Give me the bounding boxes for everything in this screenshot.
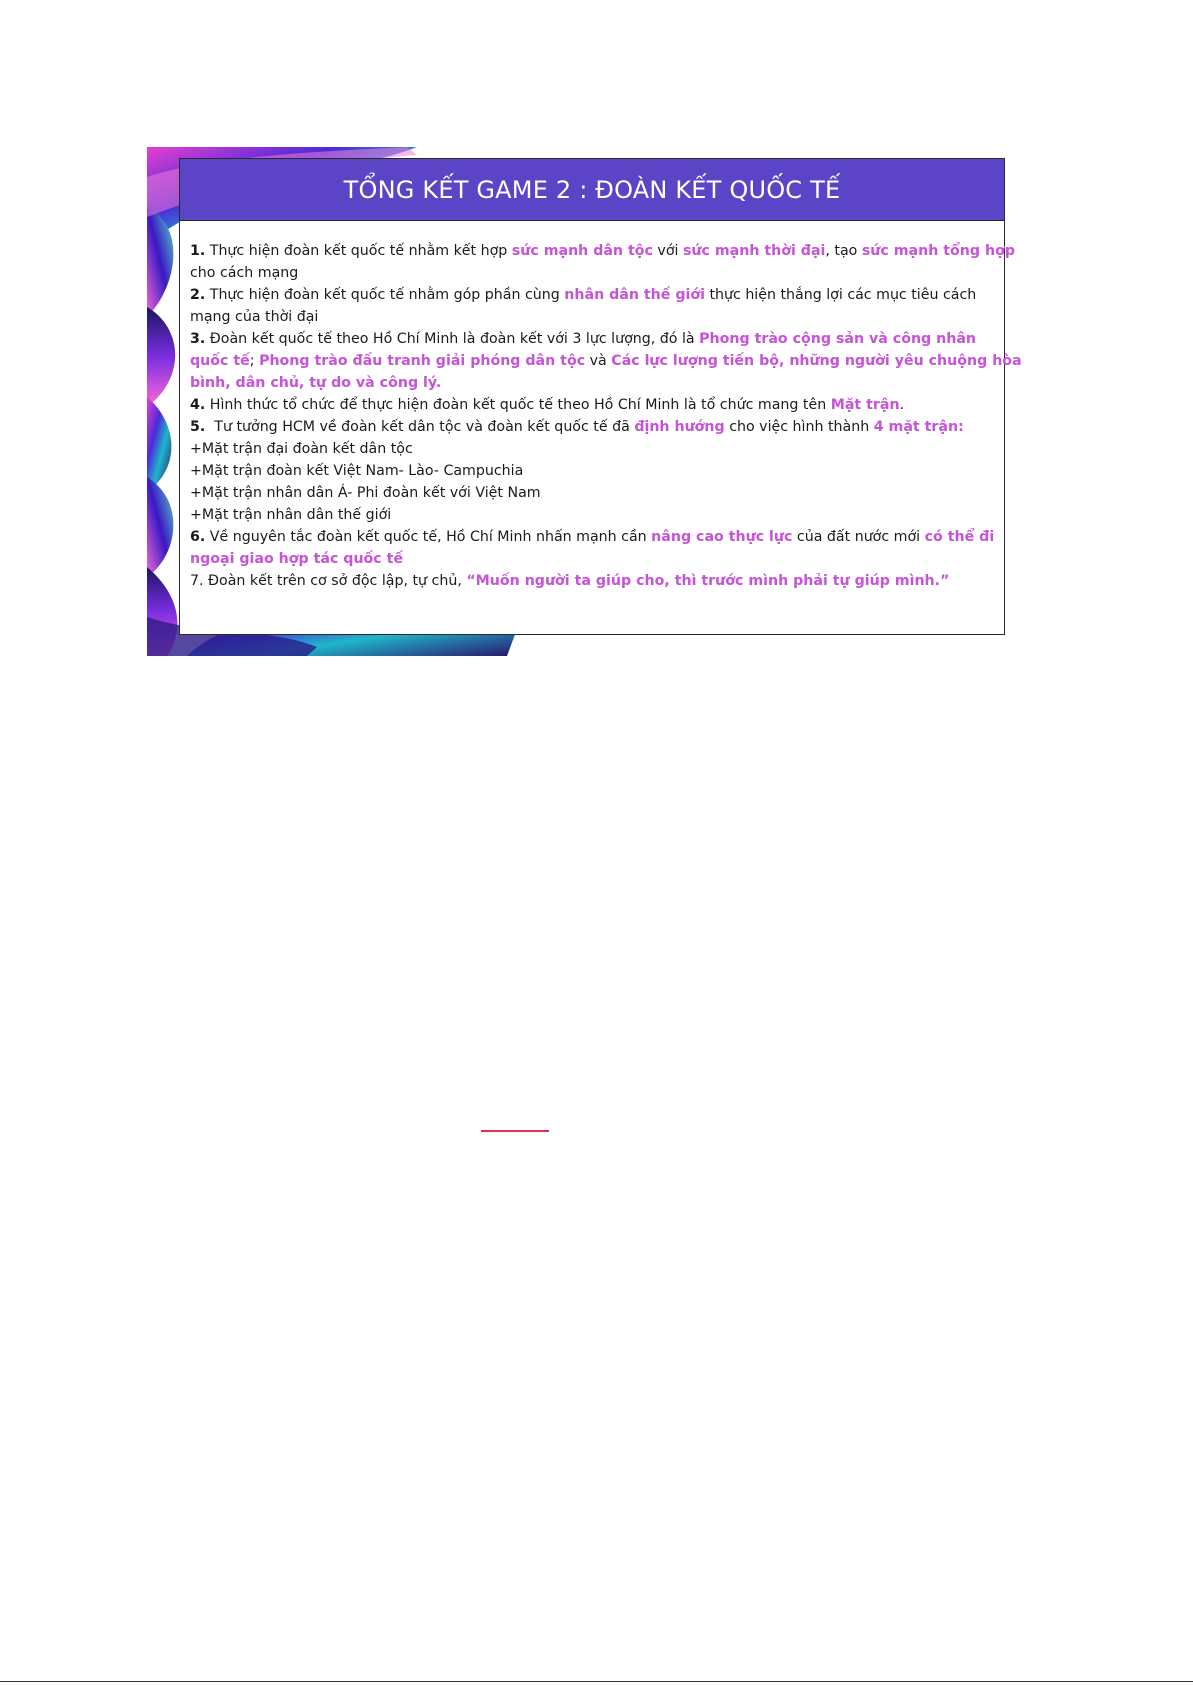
body-text: Tư tưởng HCM về đoàn kết dân tộc và đoàn kết quốc tế đã — [205, 419, 635, 435]
summary-line — [190, 526, 994, 548]
body-text: cho cách mạng — [190, 265, 299, 281]
highlight-text: ngoại giao hợp tác quốc tế — [190, 551, 404, 567]
item-number: 6. — [190, 529, 206, 545]
summary-line — [190, 328, 994, 350]
body-text: Thực hiện đoàn kết quốc tế nhằm kết hợp — [205, 243, 512, 259]
page-bottom-rule — [0, 1681, 1193, 1682]
body-text: và — [585, 353, 612, 369]
highlight-text: bình, dân chủ, tự do và công lý. — [190, 375, 442, 391]
body-text: +Mặt trận nhân dân Á- Phi đoàn kết với Việt Nam — [190, 485, 541, 501]
body-text: +Mặt trận đại đoàn kết dân tộc — [190, 441, 413, 457]
body-text: của đất nước mới — [792, 529, 925, 545]
card-body — [180, 221, 1022, 592]
summary-line — [190, 504, 994, 526]
highlight-text: Các lực lượng tiến bộ, những người yêu chuộng hòa — [611, 353, 1022, 369]
summary-line — [190, 350, 1022, 372]
body-text: ; — [249, 353, 260, 369]
body-text: thực hiện thắng lợi các mục tiêu cách — [704, 287, 977, 303]
highlight-text: “Muốn người ta giúp cho, thì trước mình phải tự giúp mình.” — [466, 573, 950, 589]
body-text: Thực hiện đoàn kết quốc tế nhằm góp phần cùng — [205, 287, 565, 303]
body-text: +Mặt trận nhân dân thế giới — [190, 507, 392, 523]
highlight-text: Mặt trận — [830, 397, 900, 413]
body-text: 7. Đoàn kết trên cơ sở độc lập, tự chủ, — [190, 573, 467, 589]
highlight-text: sức mạnh thời đại — [682, 243, 826, 259]
summary-line — [190, 416, 994, 438]
highlight-text: sức mạnh dân tộc — [511, 243, 653, 259]
summary-line — [190, 548, 994, 570]
body-text: Đoàn kết quốc tế theo Hồ Chí Minh là đoàn kết với 3 lực lượng, đó là — [205, 331, 700, 347]
highlight-text: có thể đi — [924, 529, 995, 545]
item-number: 1. — [190, 243, 206, 259]
summary-card — [179, 158, 1022, 635]
summary-line — [190, 372, 994, 394]
highlight-text: quốc tế — [190, 353, 250, 369]
body-text: Về nguyên tắc đoàn kết quốc tế, Hồ Chí Minh nhấn mạnh cần — [205, 529, 652, 545]
body-text: +Mặt trận đoàn kết Việt Nam- Lào- Campuchia — [190, 463, 524, 479]
summary-line — [190, 482, 994, 504]
highlight-text: sức mạnh tổng hợp — [861, 243, 1015, 259]
body-text: mạng của thời đại — [190, 309, 319, 325]
card-title: TỔNG KẾT GAME 2 : ĐOÀN KẾT QUỐC TẾ — [180, 159, 1004, 221]
body-text: , tạo — [825, 243, 862, 259]
highlight-text: nâng cao thực lực — [651, 529, 793, 545]
item-number: 3. — [190, 331, 206, 347]
highlight-text: định hướng — [634, 419, 725, 435]
summary-line — [190, 438, 994, 460]
highlight-text: 4 mặt trận: — [873, 419, 964, 435]
summary-line — [190, 570, 994, 592]
summary-line — [190, 240, 1015, 262]
red-underline-mark — [481, 1130, 549, 1132]
highlight-text: nhân dân thế giới — [564, 287, 705, 303]
body-text: Hình thức tổ chức để thực hiện đoàn kết quốc tế theo Hồ Chí Minh là tổ chức mang tên — [205, 397, 831, 413]
body-text: với — [652, 243, 683, 259]
summary-line — [190, 394, 994, 416]
summary-line — [190, 460, 994, 482]
item-number: 2. — [190, 287, 206, 303]
summary-line — [190, 306, 994, 328]
highlight-text: Phong trào cộng sản và công nhân — [699, 331, 977, 347]
highlight-text: Phong trào đấu tranh giải phóng dân tộc — [259, 353, 586, 369]
item-number: 5. — [190, 419, 206, 435]
body-text: . — [899, 397, 905, 413]
body-text: cho việc hình thành — [724, 419, 874, 435]
summary-line — [190, 262, 994, 284]
summary-line — [190, 284, 994, 306]
item-number: 4. — [190, 397, 206, 413]
